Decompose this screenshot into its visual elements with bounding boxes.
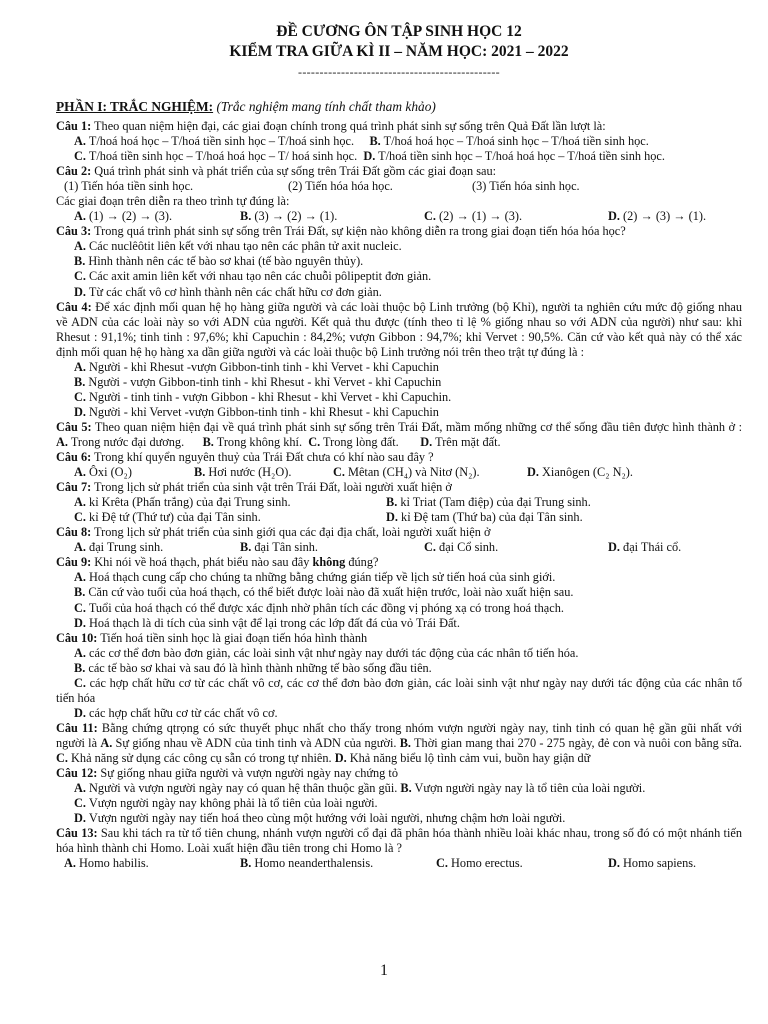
option-c: (2) → (1) → (3). <box>435 209 523 224</box>
option-key: B. <box>74 585 86 600</box>
answer-row <box>56 390 742 405</box>
answer-row <box>56 601 742 616</box>
question-number: Câu 3: <box>56 224 92 239</box>
answer-row <box>56 856 742 871</box>
option-key: B. <box>74 374 86 389</box>
option-key: C. <box>74 269 86 284</box>
answer-row <box>56 209 742 224</box>
question-text-end: đúng? <box>345 555 379 570</box>
option-b: Hơi nước (H₂O). <box>205 465 292 480</box>
question-number: Câu 7: <box>56 480 92 495</box>
option-a: các cơ thể đơn bào đơn giản, các loài sinh vật như ngày nay dưới tác động của các nhân tố tiến hóa. <box>85 645 579 660</box>
question-number: Câu 4: <box>56 299 92 314</box>
option-key: B. <box>240 540 252 555</box>
question-4 <box>56 300 742 360</box>
option-b: đại Tân sinh. <box>251 540 318 555</box>
option-key: C. <box>74 600 86 615</box>
question-5 <box>56 420 742 450</box>
answer-row <box>56 706 742 721</box>
answer-row <box>56 254 742 269</box>
question-number: Câu 10: <box>56 630 98 645</box>
option-key: D. <box>420 434 433 449</box>
question-keyword: không <box>312 555 346 570</box>
option-key: C. <box>308 434 321 449</box>
option-key: A. <box>100 735 113 750</box>
answer-row <box>56 616 742 631</box>
option-key: C. <box>74 510 86 525</box>
answer-row <box>56 375 742 390</box>
question-8 <box>56 525 742 540</box>
option-b: Hình thành nên các tế bào sơ khai (tế bào nguyên thủy). <box>85 254 364 269</box>
option-c: đại Cổ sinh. <box>435 540 499 555</box>
question-text: Theo quan niệm hiện đại về quá trình phát sinh sự sống trên Trái Đất, mầm mống những cơ thể sống đầu tiên được hình thành ở : <box>91 419 742 434</box>
option-d: Khả năng biểu lộ tình cảm vui, buồn hay giận dữ <box>346 750 591 765</box>
question-6 <box>56 450 742 465</box>
question-7 <box>56 480 742 495</box>
option-d: Homo sapiens. <box>619 856 697 871</box>
answer-row <box>56 646 742 661</box>
option-key: B. <box>399 735 411 750</box>
option-key: B. <box>74 660 86 675</box>
option-key: B. <box>240 856 252 871</box>
section-heading <box>56 99 742 115</box>
option-key: A. <box>64 856 76 871</box>
option-key: C. <box>74 149 86 164</box>
option-c: Tuổi của hoá thạch có thể được xác định nhờ phân tích các đồng vị phóng xạ có trong hoá thạch. <box>85 600 564 615</box>
option-key: D. <box>74 705 86 720</box>
question-2 <box>56 164 742 179</box>
option-b: (3) → (2) → (1). <box>251 209 338 224</box>
question-3 <box>56 224 742 239</box>
option-key: B. <box>386 495 398 510</box>
option-key: B. <box>194 465 206 480</box>
option-a: (1) → (2) → (3). <box>85 209 173 224</box>
option-c: Mêtan (CH₄) và Nitơ (N₂). <box>344 465 480 480</box>
question-number: Câu 9: <box>56 555 92 570</box>
question-text: Khi nói về hoá thạch, phát biểu nào sau đây <box>91 555 313 570</box>
option-a: Trong nước đại dương. <box>67 434 185 449</box>
option-key: C. <box>74 675 86 690</box>
answer-row <box>56 134 742 149</box>
statement-1: (1) Tiến hóa tiền sinh học. <box>64 179 194 194</box>
option-c: Các axit amin liên kết với nhau tạo nên các chuỗi pôlipeptit đơn giản. <box>85 269 432 284</box>
option-key: D. <box>74 811 86 826</box>
answer-row <box>56 796 742 811</box>
option-b: Căn cứ vào tuổi của hoá thạch, có thể biết được loài nào đã xuất hiện trước, loài nào xuất hiện sau. <box>85 585 574 600</box>
option-b: Homo neanderthalensis. <box>251 856 374 871</box>
option-key: A. <box>74 540 86 555</box>
option-c: Vượn người ngày nay không phải là tổ tiên của loài người. <box>85 796 378 811</box>
question-text: Trong khí quyển nguyên thuỷ của Trái Đất chưa có khí nào sau đây ? <box>91 450 434 465</box>
option-a: Người - khỉ Rhesut -vượn Gibbon-tinh tinh - khỉ Vervet - khỉ Capuchin <box>85 359 439 374</box>
option-d: đại Thái cổ. <box>619 540 682 555</box>
option-b: kỉ Triat (Tam điệp) của đại Trung sinh. <box>397 495 591 510</box>
option-key: D. <box>74 404 86 419</box>
option-key: A. <box>74 239 86 254</box>
option-key: D. <box>74 615 86 630</box>
option-a: Ôxi (O₂) <box>85 465 132 480</box>
option-key: D. <box>334 750 347 765</box>
statement-list <box>56 179 742 194</box>
option-d: Từ các chất vô cơ hình thành nên các chất hữu cơ đơn giản. <box>85 284 382 299</box>
question-1 <box>56 119 742 134</box>
option-key: C. <box>436 856 448 871</box>
answer-row <box>56 811 742 826</box>
option-c: Người - tinh tinh - vượn Gibbon - khỉ Rhesut - khỉ Vervet - khỉ Capuchin. <box>85 389 452 404</box>
question-13 <box>56 826 742 856</box>
option-key: A. <box>74 570 86 585</box>
question-text: Để xác định mối quan hệ họ hàng giữa người và các loài thuộc bộ Linh trưởng (bộ Khỉ), người ta nghiên cứu mức độ giống nhau về ADN của các loài này so với ADN của người. Kết quả thu được (tính theo tỉ lệ % giống nhau so với ADN của người) như sau: khỉ Rhesut : 91,1%; tinh tinh : 97,6%; khỉ Capuchin : 84,2%; vượn Gibbon : 94,7%; khỉ Vervet : 90,5%. Căn cứ vào kết quả này có thể xác định mối quan hệ họ hàng xa dần giữa người và các loài thuộc bộ Linh trưởng nói trên theo trật tự đúng là : <box>56 299 743 359</box>
option-a: Người và vượn người ngày nay có quan hệ thân thuộc gần gũi. <box>85 781 401 796</box>
option-key: D. <box>608 540 620 555</box>
option-b: T/hoá hoá học – T/hoá sinh học – T/hoá tiền sinh học. <box>380 134 649 149</box>
option-key: D. <box>608 209 620 224</box>
answer-row <box>56 781 742 796</box>
section-label: PHẦN I: TRẮC NGHIỆM: <box>56 99 214 114</box>
option-d: Hoá thạch là di tích của sinh vật để lại trong các lớp đất đá của vỏ Trái Đất. <box>85 615 460 630</box>
question-text: Sự giống nhau giữa người và vượn người ngày nay chứng tỏ <box>97 766 398 781</box>
question-12 <box>56 766 742 781</box>
option-d: Vượn người ngày nay tiến hoá theo cùng một hướng với loài người, nhưng chậm hơn loài người. <box>85 811 566 826</box>
option-key: A. <box>74 645 86 660</box>
question-number: Câu 11: <box>56 720 98 735</box>
question-number: Câu 8: <box>56 525 92 540</box>
question-text: Trong quá trình phát sinh sự sống trên Trái Đất, sự kiện nào không diễn ra trong giai đoạn tiến hóa hóa học? <box>91 224 626 239</box>
answer-row <box>56 661 742 676</box>
question-number: Câu 1: <box>56 119 92 133</box>
page-number: 1 <box>380 962 388 979</box>
option-a: Homo habilis. <box>75 856 149 871</box>
answer-row <box>56 149 742 164</box>
option-key: A. <box>74 495 86 510</box>
option-key: C. <box>56 750 68 765</box>
question-text: Sau khi tách ra từ tổ tiên chung, nhánh vượn người cổ đại đã phân hóa thành nhiều loài khác nhau, trong số đó có một nhánh tiến hóa hình thành chi Homo. Loài xuất hiện đầu tiên trong chi Homo là ? <box>56 826 742 856</box>
question-prompt: Các giai đoạn trên diễn ra theo trình tự đúng là: <box>56 194 290 209</box>
question-number: Câu 5: <box>56 419 92 434</box>
option-key: A. <box>74 134 86 149</box>
question-text: Tiến hoá tiền sinh học là giai đoạn tiến hóa hình thành <box>97 630 368 645</box>
option-key: B. <box>202 434 214 449</box>
option-c: kỉ Đệ tứ (Thứ tư) của đại Tân sinh. <box>85 510 261 525</box>
option-c: Homo erectus. <box>447 856 523 871</box>
question-number: Câu 6: <box>56 450 92 465</box>
doc-title-1: ĐỀ CƯƠNG ÔN TẬP SINH HỌC 12 <box>276 23 522 40</box>
question-11 <box>56 721 742 766</box>
question-number: Câu 2: <box>56 164 92 179</box>
option-key: D. <box>363 149 376 164</box>
option-key: A. <box>74 359 86 374</box>
question-text: Theo quan niệm hiện đại, các giai đoạn chính trong quá trình phát sinh sự sống trên Quả Đất lần lượt là: <box>91 119 606 133</box>
question-10 <box>56 631 742 646</box>
option-key: C. <box>333 465 345 480</box>
question-number: Câu 12: <box>56 766 98 781</box>
answer-row <box>56 360 742 375</box>
option-d: Trên mặt đất. <box>432 434 501 449</box>
option-a: kỉ Krêta (Phấn trắng) của đại Trung sinh. <box>85 495 291 510</box>
option-a: T/hoá hoá học – T/hoá tiền sinh học – T/hoá sinh học. <box>85 134 355 149</box>
doc-title-2: KIỂM TRA GIỮA KÌ II – NĂM HỌC: 2021 – 2022 <box>229 43 569 60</box>
title-separator: ----------------------------------------------- <box>298 65 500 79</box>
answer-row <box>56 585 742 600</box>
answer-row <box>56 405 742 420</box>
option-d: kỉ Đệ tam (Thứ ba) của đại Tân sinh. <box>397 510 583 525</box>
answer-row <box>56 495 742 510</box>
option-key: C. <box>74 796 86 811</box>
option-c: Khả năng sử dụng các công cụ sẵn có trong tự nhiên. <box>67 750 335 765</box>
question-9 <box>56 555 742 570</box>
option-b: các tế bào sơ khai và sau đó là hình thành những tế bào sống đầu tiên. <box>85 660 432 675</box>
question-number: Câu 13: <box>56 826 98 841</box>
answer-row <box>56 676 742 706</box>
option-key: A. <box>56 434 68 449</box>
option-key: D. <box>527 465 539 480</box>
option-key: A. <box>74 209 86 224</box>
statement-2: (2) Tiến hóa hóa học. <box>288 179 393 194</box>
option-b: Thời gian mang thai 270 - 275 ngày, đẻ con và nuôi con bằng sữa. <box>411 735 742 750</box>
option-key: C. <box>424 540 436 555</box>
option-a: Sự giống nhau về ADN của tinh tinh và ADN của người. <box>112 735 400 750</box>
option-a: Hoá thạch cung cấp cho chúng ta những bằng chứng gián tiếp về lịch sử tiến hoá của sinh giới. <box>85 570 556 585</box>
option-key: D. <box>608 856 620 871</box>
option-d: T/hoá tiền sinh học – T/hoá hoá học – T/hoá tiền sinh học. <box>375 149 665 164</box>
option-key: A. <box>74 781 86 796</box>
option-d: Người - khỉ Vervet -vượn Gibbon-tinh tinh - khỉ Rhesut - khỉ Capuchin <box>85 404 439 419</box>
option-d: (2) → (3) → (1). <box>619 209 707 224</box>
option-key: C. <box>74 389 86 404</box>
answer-row <box>56 285 742 300</box>
option-key: B. <box>400 781 412 796</box>
question-text: Trong lịch sử phát triển của sinh giới qua các đại địa chất, loài người xuất hiện ở <box>91 525 491 540</box>
question-text: Quá trình phát sinh và phát triển của sự sống trên Trái Đất gồm các giai đoạn sau: <box>91 164 497 179</box>
option-c: T/hoá tiền sinh học – T/hoá hoá học – T/ hoá sinh học. <box>85 149 358 164</box>
option-d: các hợp chất hữu cơ từ các chất vô cơ. <box>85 705 278 720</box>
answer-row <box>56 510 742 525</box>
option-c: Trong lòng đất. <box>320 434 399 449</box>
question-text: Bằng chứng qtrọng có sức thuyết phục nhất cho thấy trong nhóm vượn người ngày nay, tinh tinh có quan hệ gần gũi nhất với người là <box>56 720 742 750</box>
option-key: D. <box>74 284 86 299</box>
option-d: Xianôgen (C₂ N₂). <box>538 465 633 480</box>
statement-3: (3) Tiến hóa sinh học. <box>472 179 580 194</box>
option-key: B. <box>74 254 86 269</box>
option-a: Các nuclêôtit liên kết với nhau tạo nên các phân tử axit nucleic. <box>85 239 402 254</box>
answer-row <box>56 540 742 555</box>
answer-row <box>56 570 742 585</box>
answer-row <box>56 239 742 254</box>
option-key: B. <box>240 209 252 224</box>
question-text: Trong lịch sử phát triển của sinh vật trên Trái Đất, loài người xuất hiện ở <box>91 480 452 495</box>
option-a: đại Trung sinh. <box>85 540 164 555</box>
option-key: C. <box>424 209 436 224</box>
document-page <box>56 22 742 871</box>
section-note: (Trắc nghiệm mang tính chất tham khảo) <box>216 99 436 114</box>
answer-row <box>56 269 742 284</box>
option-key: B. <box>369 134 381 149</box>
option-c: các hợp chất hữu cơ từ các chất vô cơ, các cơ thể đơn bào đơn giản, các loài sinh vật như ngày nay dưới tác động của các nhân tố tiến hóa <box>56 675 742 705</box>
option-b: Người - vượn Gibbon-tinh tinh - khỉ Rhesut - khỉ Vervet - khỉ Capuchin <box>85 374 442 389</box>
option-key: D. <box>386 510 398 525</box>
option-b: Vượn người ngày nay là tổ tiên của loài người. <box>411 781 646 796</box>
answer-row <box>56 465 742 480</box>
option-key: A. <box>74 465 86 480</box>
option-b: Trong không khí. <box>213 434 303 449</box>
